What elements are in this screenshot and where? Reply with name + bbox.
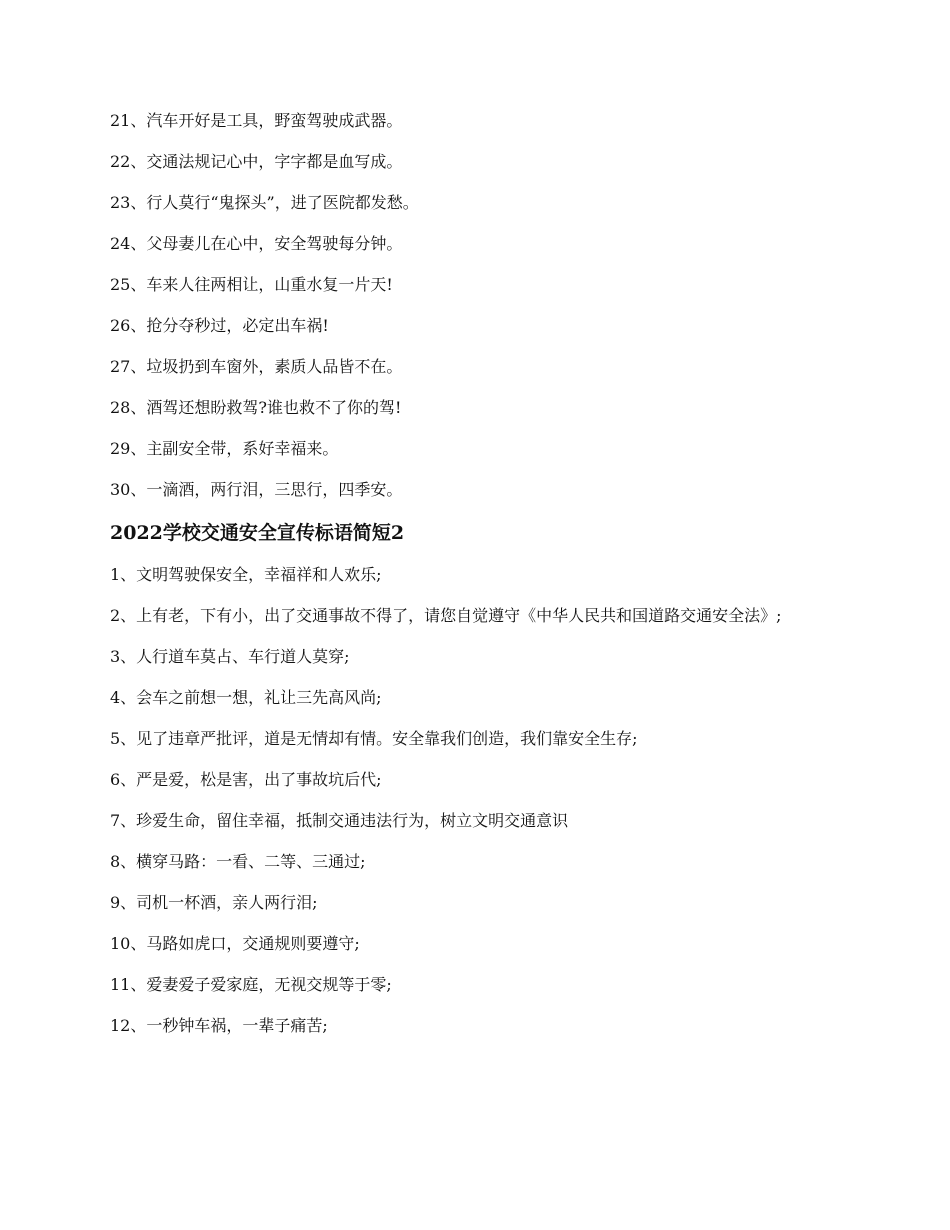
slogan-list	[110, 563, 840, 1038]
list-item: 11、爱妻爱子爱家庭，无视交规等于零;	[110, 975, 392, 994]
list-item: 6、严是爱，松是害，出了事故坑后代;	[110, 770, 382, 789]
list-item: 27、垃圾扔到车窗外，素质人品皆不在。	[110, 357, 403, 376]
list-item: 3、人行道车莫占、车行道人莫穿;	[110, 647, 350, 666]
list-item: 2、上有老，下有小，出了交通事故不得了，请您自觉遵守《中华人民共和国道路交通安全法》;	[110, 606, 782, 625]
list-item: 21、汽车开好是工具，野蛮驾驶成武器。	[110, 111, 403, 130]
list-item: 29、主副安全带，系好幸福来。	[110, 439, 339, 458]
slogan-list-continued	[110, 109, 840, 502]
list-item: 28、酒驾还想盼救驾?谁也救不了你的驾!	[110, 398, 402, 417]
list-item: 26、抢分夺秒过，必定出车祸!	[110, 316, 329, 335]
list-item: 7、珍爱生命，留住幸福，抵制交通违法行为，树立文明交通意识	[110, 811, 569, 830]
list-item: 23、行人莫行“鬼探头”，进了医院都发愁。	[110, 193, 419, 212]
list-item: 25、车来人往两相让，山重水复一片天!	[110, 275, 393, 294]
list-item: 1、文明驾驶保安全，幸福祥和人欢乐;	[110, 565, 382, 584]
list-item: 24、父母妻儿在心中，安全驾驶每分钟。	[110, 234, 403, 253]
list-item: 30、一滴酒，两行泪，三思行，四季安。	[110, 480, 403, 499]
list-item: 22、交通法规记心中，字字都是血写成。	[110, 152, 403, 171]
list-item: 12、一秒钟车祸，一辈子痛苦;	[110, 1016, 328, 1035]
list-item: 9、司机一杯酒，亲人两行泪;	[110, 893, 318, 912]
list-item: 5、见了违章严批评，道是无情却有情。安全靠我们创造，我们靠安全生存;	[110, 729, 638, 748]
section-heading: 2022学校交通安全宣传标语简短2	[110, 522, 405, 544]
list-item: 8、横穿马路：一看、二等、三通过;	[110, 852, 366, 871]
list-item: 10、马路如虎口，交通规则要遵守;	[110, 934, 360, 953]
list-item: 4、会车之前想一想，礼让三先高风尚;	[110, 688, 382, 707]
